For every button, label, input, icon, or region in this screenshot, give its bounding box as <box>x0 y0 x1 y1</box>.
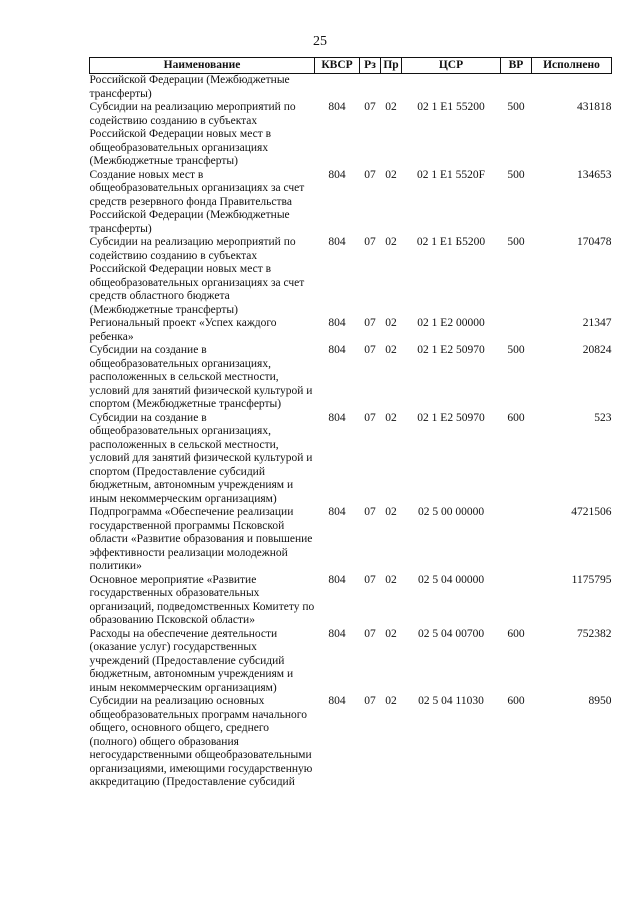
cell-vr <box>501 74 532 102</box>
cell-pr <box>381 74 402 102</box>
cell-pr: 02 <box>385 695 397 707</box>
cell-csr: 02 1 E1 Б5200 <box>416 236 486 248</box>
cell-amount: 21347 <box>582 317 612 329</box>
cell-csr: 02 1 E2 50970 <box>417 411 485 424</box>
table-row <box>90 236 612 317</box>
table-row <box>90 344 612 412</box>
cell-rz: 07 <box>364 695 376 707</box>
table-row <box>90 169 612 237</box>
cell-rz: 07 <box>364 236 376 248</box>
cell-kvsr: 804 <box>328 236 346 248</box>
cell-name: Создание новых мест в общеобразовательных организациях за счет средств резервного фонда Правительства Российской Федерации (Межбюджетные трансферты) <box>89 168 305 235</box>
cell-kvsr: 804 <box>328 573 346 586</box>
cell-amount: 134653 <box>577 168 612 181</box>
cell-pr: 02 <box>385 344 397 356</box>
header-amount: Исполнено <box>532 58 612 74</box>
header-vr: ВР <box>501 58 532 74</box>
table-header-row <box>90 58 612 74</box>
table-body <box>90 74 612 790</box>
cell-kvsr: 804 <box>328 317 346 329</box>
cell-rz: 07 <box>364 506 376 518</box>
cell-vr: 500 <box>507 101 525 113</box>
cell-name: Российской Федерации (Межбюджетные трансферты) <box>89 74 290 100</box>
cell-rz <box>360 74 381 102</box>
cell-csr: 02 5 04 00700 <box>417 627 485 640</box>
cell-csr: 02 5 04 11030 <box>418 695 484 707</box>
cell-name: Подпрограмма «Обеспечение реализации государственной программы Псковской области «Развитие образования и повышение эффективности реализации молодежной политики» <box>89 506 313 572</box>
cell-vr: 500 <box>507 236 525 248</box>
header-csr: ЦСР <box>402 58 501 74</box>
cell-pr: 02 <box>385 317 397 329</box>
cell-amount: 8950 <box>588 695 612 707</box>
cell-kvsr: 804 <box>328 411 346 424</box>
cell-pr: 02 <box>385 573 397 586</box>
cell-pr: 02 <box>385 411 397 424</box>
cell-name: Основное мероприятие «Развитие государственных образовательных организаций, подведомственных Комитету по образованию Псковской области» <box>89 573 315 626</box>
cell-rz: 07 <box>364 168 376 181</box>
cell-vr: 600 <box>507 695 525 707</box>
cell-vr: 600 <box>507 627 525 640</box>
cell-name: Расходы на обеспечение деятельности (оказание услуг) государственных учреждений (Предоставление субсидий бюджетным, автономным учреждениям и иным некоммерческим организациям) <box>89 627 294 694</box>
cell-rz: 07 <box>364 573 376 586</box>
cell-vr: 500 <box>507 344 525 356</box>
cell-rz: 07 <box>364 627 376 640</box>
cell-vr <box>501 317 532 344</box>
cell-csr: 02 1 E2 00000 <box>417 317 485 329</box>
cell-amount: 4721506 <box>571 506 612 518</box>
cell-csr: 02 1 E1 5520F <box>416 168 486 181</box>
cell-amount: 752382 <box>577 627 612 640</box>
cell-name: Субсидии на создание в общеобразовательных организациях, расположенных в сельской местности, условий для занятий физической культурой и спортом (Предоставление субсидий бюджетным, автономным учреждениям и иным некоммерческим организациям) <box>89 411 313 505</box>
table-row <box>90 628 612 696</box>
cell-pr: 02 <box>385 236 397 248</box>
cell-pr: 02 <box>385 101 397 113</box>
table-row <box>90 574 612 628</box>
table-row <box>90 74 612 102</box>
cell-kvsr: 804 <box>328 344 346 356</box>
page-number: 25 <box>313 34 327 49</box>
header-pr: Пр <box>381 58 402 74</box>
cell-csr <box>402 74 501 102</box>
cell-rz: 07 <box>364 317 376 329</box>
cell-amount: 170478 <box>577 236 612 248</box>
cell-csr: 02 5 00 00000 <box>417 506 485 518</box>
table-row <box>90 412 612 507</box>
cell-amount: 431818 <box>577 101 612 113</box>
cell-name: Субсидии на реализацию мероприятий по содействию созданию в субъектах Российской Федерации новых мест в общеобразовательных организациях (Межбюджетные трансферты) <box>89 101 296 167</box>
header-name: Наименование <box>90 58 315 74</box>
cell-pr: 02 <box>385 627 397 640</box>
cell-rz: 07 <box>364 411 376 424</box>
cell-kvsr: 804 <box>328 627 346 640</box>
cell-vr <box>501 574 532 628</box>
cell-pr: 02 <box>385 506 397 518</box>
cell-csr: 02 1 E1 55200 <box>417 101 485 113</box>
cell-kvsr: 804 <box>328 695 346 707</box>
cell-name: Субсидии на создание в общеобразовательных организациях, расположенных в сельской местности, условий для занятий физической культурой и спортом (Межбюджетные трансферты) <box>89 344 313 410</box>
cell-kvsr <box>315 74 360 102</box>
cell-amount <box>532 74 612 102</box>
cell-pr: 02 <box>385 168 397 181</box>
table-row <box>90 506 612 574</box>
cell-csr: 02 5 04 00000 <box>417 573 485 586</box>
cell-kvsr: 804 <box>328 101 346 113</box>
cell-vr <box>501 506 532 574</box>
header-kvsr: КВСР <box>315 58 360 74</box>
cell-vr: 500 <box>507 168 525 181</box>
cell-rz: 07 <box>364 344 376 356</box>
table-row <box>90 317 612 344</box>
header-rz: Рз <box>360 58 381 74</box>
cell-amount: 1175795 <box>571 573 612 586</box>
budget-table <box>89 57 612 790</box>
cell-csr: 02 1 E2 50970 <box>417 344 485 356</box>
cell-amount: 20824 <box>582 344 612 356</box>
cell-name: Региональный проект «Успех каждого ребенка» <box>89 317 277 343</box>
cell-amount: 523 <box>594 411 612 424</box>
table-row <box>90 101 612 169</box>
cell-name: Субсидии на реализацию основных общеобразовательных программ начального общего, основного общего, среднего (полного) общего образования негосударственными общеобразовательными организациями, имеющими государственную аккредитацию (Предоставление субсидий <box>89 695 313 788</box>
cell-name: Субсидии на реализацию мероприятий по содействию созданию в субъектах Российской Федерации новых мест в общеобразовательных организациях за счет средств областного бюджета (Межбюджетные трансферты) <box>89 236 305 316</box>
cell-vr: 600 <box>507 411 525 424</box>
table-row <box>90 695 612 790</box>
cell-rz: 07 <box>364 101 376 113</box>
cell-kvsr: 804 <box>328 506 346 518</box>
cell-kvsr: 804 <box>328 168 346 181</box>
